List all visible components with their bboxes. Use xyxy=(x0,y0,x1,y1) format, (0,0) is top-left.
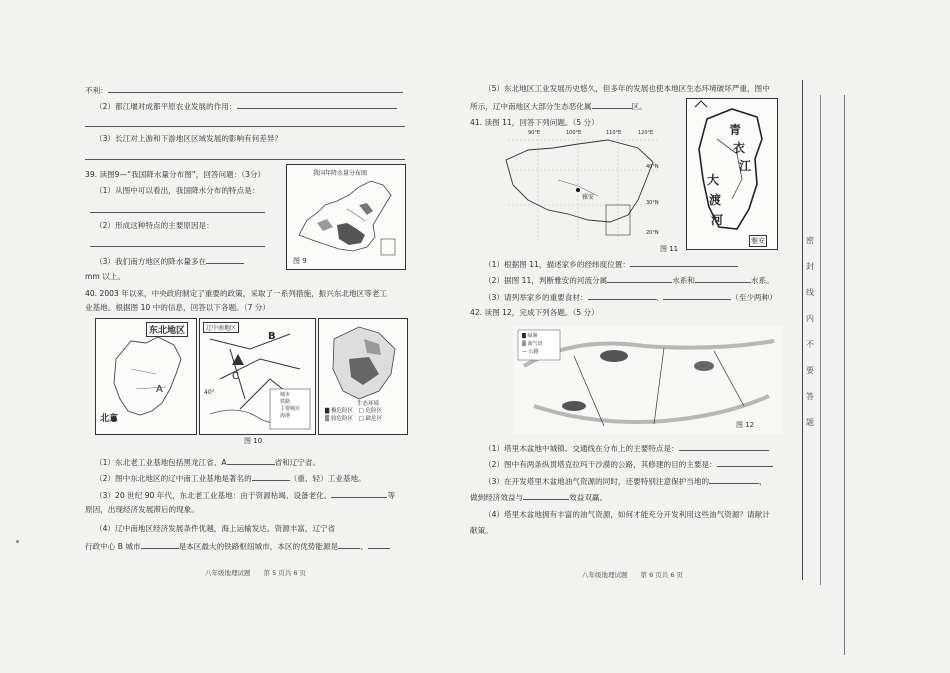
q42-1: （1）塔里木盆地中城镇、交通线在分布上的主要特点是： xyxy=(484,442,769,454)
q39-3b: mm 以上。 xyxy=(85,272,125,281)
q38-line-1: 不利： xyxy=(85,84,403,96)
fig9-label: 图 9 xyxy=(293,257,307,265)
q38-blank-2 xyxy=(85,151,405,163)
fig11-lon-120: 120°E xyxy=(638,130,654,136)
fig10-beijing-label: 北京 xyxy=(100,414,119,424)
figure-11-main-map xyxy=(498,130,668,248)
q40-intro-a: 40. 2003 年以来，中央政府制定了重要的政策，采取了一系列措施，振兴东北地区等老工 xyxy=(85,289,388,298)
inset-char-qing: 青 xyxy=(729,123,742,137)
q39-title: 39. 读图9—“我国降水量分布图”，回答问题：（3分） xyxy=(85,170,266,179)
q39-1: （1）从图中可以看出，我国降水分布的特点是： xyxy=(95,186,260,195)
inset-city: 雅安 xyxy=(751,237,765,245)
q40-3: （3）20 世纪 90 年代，东北老工业基地：由于资源枯竭、设备老化、 等 xyxy=(95,491,396,500)
figure-9-rainfall-map xyxy=(286,164,406,270)
fig10-title: 东北地区 xyxy=(146,322,188,337)
fig10-legend: 城市 铁路 主要城市 海港 xyxy=(280,392,301,419)
fig11-lon-100: 100°E xyxy=(566,130,582,136)
scan-speck xyxy=(16,540,19,543)
fig10-city-B: B xyxy=(268,331,276,342)
inset-char-da: 大 xyxy=(707,173,720,187)
q39-1-blank xyxy=(90,204,265,216)
figure-10-northeast-map xyxy=(95,318,197,435)
fig10-label: 图 10 xyxy=(244,437,263,445)
fig11-lat-40: 40°N xyxy=(646,164,659,170)
inset-char-yi: 衣 xyxy=(733,141,746,155)
q42-2: （2）图中有两条纵贯塔克拉玛干沙漠的公路，其修建的目的主要是： xyxy=(484,458,773,470)
q42-3: （3）在开发塔里木盆地油气资源的同时，还要特别注意保护当地的 ， xyxy=(484,477,767,486)
fig11-label: 图 11 xyxy=(660,245,679,253)
fig11-lat-20: 20°N xyxy=(646,230,659,236)
binding-margin-rule-2 xyxy=(820,95,821,585)
figure-10-liaozhongnan-map xyxy=(199,318,316,435)
q40-3c: 原因，出现经济发展滞后的现象。 xyxy=(85,505,199,514)
q39-2: （2）形成这种特点的主要原因是： xyxy=(95,221,214,230)
q42-4: （4）塔里木盆地拥有丰富的油气资源，如何才能充分开发利用这些油气资源？请献计 xyxy=(484,510,770,519)
fig11-lat-30: 30°N xyxy=(646,200,659,206)
figure-10-ecology-map xyxy=(318,318,408,435)
q40-1: （1）东北老工业基地包括黑龙江省、A 省和辽宁省。 xyxy=(95,458,321,467)
q41-3: （3）请列举家乡的重要食材： 、 （至少两种） xyxy=(484,293,777,302)
fig12-legend: ▇ 绿洲 ▒ 油气田 — 公路 xyxy=(522,333,543,355)
right-footer: 八年级地理试题 第 6 页共 6 页 xyxy=(582,571,684,579)
q38-blank xyxy=(85,118,405,130)
fig10-mid-title: 辽中南地区 xyxy=(203,322,239,333)
q40-4b: 行政中心 B 城市 是本区最大的铁路枢纽城市，本区的优势能源是 、 xyxy=(85,540,390,552)
binding-margin-rule-3 xyxy=(844,95,845,655)
sealed-line-notice: 密 封 线 内 不 要 答 题 xyxy=(806,236,814,427)
q42-4b: 献策。 xyxy=(470,526,493,535)
figure-11-yaan-inset xyxy=(686,98,778,250)
q38-line-2: （2）都江堰对成都平原农业发展的作用： xyxy=(95,100,397,112)
q41-2: （2）据图 11，判断雅安的河流分属 水系和 水系。 xyxy=(484,276,774,285)
fig11-lon-110: 110°E xyxy=(606,130,622,136)
q41-1: （1）根据图 11，描述家乡的经纬度位置： xyxy=(484,258,738,270)
fig10-lat: 40° xyxy=(204,389,215,396)
left-footer: 八年级地理试题 第 5 页共 6 页 xyxy=(205,569,307,577)
q41-title: 41. 读图 11，回答下列问题。（5 分） xyxy=(470,118,599,127)
q42-3c: 做到经济效益与 效益双赢。 xyxy=(470,493,608,502)
q39-2-blank xyxy=(90,238,265,250)
figure-12-tarim-map xyxy=(514,326,782,434)
q40-2: （2）图中东北地区的辽中南工业基地是著名的 （重、轻）工业基地。 xyxy=(95,474,366,483)
fig9-title: 我国年降水量分布图 xyxy=(313,170,368,177)
fig12-label: 图 12 xyxy=(736,421,755,429)
q39-3: （3）我们南方地区的降水量多在 xyxy=(95,255,244,267)
fig10-right-title: 生态环境 xyxy=(357,401,380,407)
right-page xyxy=(470,0,950,673)
fig11-lon-90: 90°E xyxy=(528,130,541,136)
fig10-right-legend: ▇ 极危险区 □ 危险区 ▒ 较危险区 □ 缺危区 xyxy=(325,408,382,422)
binding-margin-rule xyxy=(802,80,803,580)
q40-5b: 所示，辽中南地区大部分生态恶化属 区。 xyxy=(470,102,647,111)
q42-title: 42. 读图 12，完成下列各题。（5 分） xyxy=(470,308,599,317)
q38-line-3: （3）长江对上游和下游地区区域发展的影响有何差异？ xyxy=(95,134,283,143)
q40-4: （4）辽中南地区经济发展条件优越，海上运输发达，资源丰富，辽宁省 xyxy=(95,524,336,533)
q40-5a: （5）东北地区工业发展历史悠久，但多年的发展也使本地区生态环境破坏严重，图中 xyxy=(484,84,770,93)
fig10-label-C: C xyxy=(232,371,239,382)
fig11-city: 雅安 xyxy=(582,194,595,201)
q40-intro-b: 业基地。根据图 10 中的信息，回答以下各题。（7 分） xyxy=(85,303,270,312)
inset-char-jiang: 江 xyxy=(739,159,752,173)
inset-char-he: 河 xyxy=(711,213,724,227)
left-page xyxy=(0,0,470,673)
fig10-region-A: A xyxy=(156,384,163,395)
inset-char-du: 渡 xyxy=(709,193,722,207)
